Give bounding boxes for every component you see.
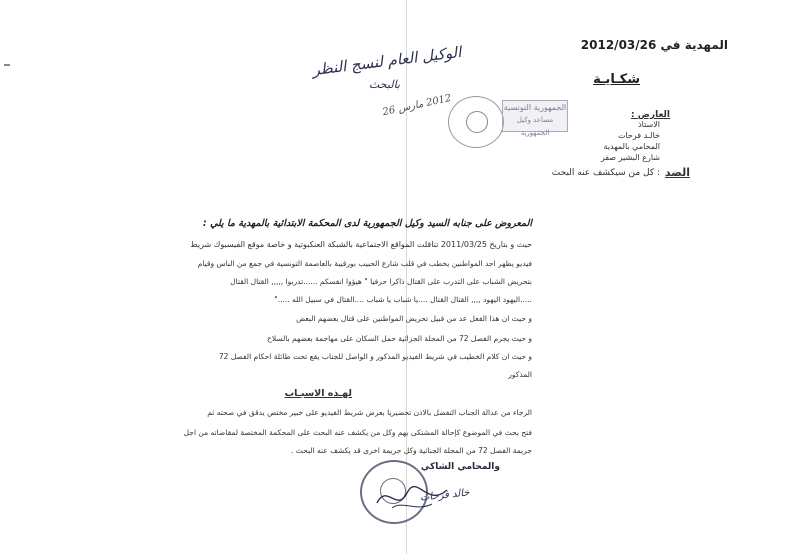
body-line-4: .....اليهود اليهود ,,,, القتال القتال ....يا شباب يا شباب ....القتال في سبيل الله ....." [274, 295, 532, 304]
address-line: المعروض على جنابه السيد وكيل الجمهورية لدى المحكمة الابتدائية بالمهدية ما يلي : [202, 218, 532, 229]
plaintiff-line-4: شارع البشير صفر [600, 153, 660, 162]
scan-edge-mark [4, 64, 10, 66]
document-title: شكـايـة [593, 72, 640, 87]
body-line-3: بتحريض الشباب على التدرب على القتال ذاكرا حرفيا " هيؤوا انفسكم ......تدربوا ,,,,, القتال القتال [230, 277, 532, 286]
reasons-line-1: الرجاء من عدالة الجناب التفضل بالاذن تحضيريا بعرض شريط الفيديو على خبير مختص يدقق في صحته ثم [207, 408, 532, 417]
plaintiff-line-1: الاستاذ [638, 120, 660, 129]
plaintiff-line-3: المحامي بالمهدية [603, 142, 660, 151]
plaintiff-label: العارض : [631, 110, 670, 120]
body-line-5: و حيث ان هذا الفعل عد من قبيل تحريض المواطنين على قتال بعضهم البعض [296, 314, 532, 323]
body-line-8: المذكور [508, 370, 532, 379]
handwritten-note-line2: بالبحث [369, 78, 400, 91]
body-line-6: و حيث يجرم الفصل 72 من المجلة الجزائية حمل السكان على مهاجمة بعضهم بالسلاح [267, 334, 532, 343]
signature-line-1: والمحامي الشاكي [420, 462, 500, 472]
reasons-line-3: جريمة الفصل 72 من المجلة الجنائية وكل جريمة اخرى قد يكشف عنه البحث . [290, 446, 532, 455]
body-line-7: و حيث ان كلام الخطيب في شريط الفيديو المذكور و الواصل للجناب يقع تحت طائلة احكام الفصل 72 [218, 352, 532, 361]
date-line: المهدية في 2012/03/26 [580, 38, 728, 52]
reasons-line-2: فتح بحث في الموضوع كإحالة المشتكى بهم وكل من يكشف عنه البحث على المحكمة المختصة لمقاضاته من اجل [183, 428, 532, 437]
office-stamp-line1: الجمهورية التونسية [503, 103, 567, 112]
handwritten-stamp-date: 2012 مارس 26 [381, 92, 453, 119]
reasons-heading: لهـذه الاسبـاب [284, 388, 352, 399]
body-line-1: حيث و بتاريخ 2011/03/25 تناقلت المواقع الاجتماعية بالشبكة العنكبوتية و خاصة موقع الفيسبوك شريط [190, 240, 532, 249]
office-stamp [502, 100, 568, 137]
handwritten-signature [372, 478, 452, 518]
defendant-label: الضد [664, 166, 690, 179]
handwritten-note-line1: الوكيل العام لنسج النظر [311, 42, 463, 80]
body-line-2: فيديو يظهر احد المواطنين يخطب في قلب شارع الحبيب بورقيبة بالعاصمة التونسية في جمع من الناس وقيام [197, 259, 532, 268]
round-seal-stamp [448, 96, 504, 148]
office-stamp-line2: مساعد وكيل الجمهورية [516, 116, 554, 137]
plaintiff-line-2: خالـد فرحات [617, 131, 660, 140]
defendant-value: : كل من سيكشف عنه البحث [551, 168, 660, 178]
signature-line-2: خالد فرحات [419, 487, 471, 504]
